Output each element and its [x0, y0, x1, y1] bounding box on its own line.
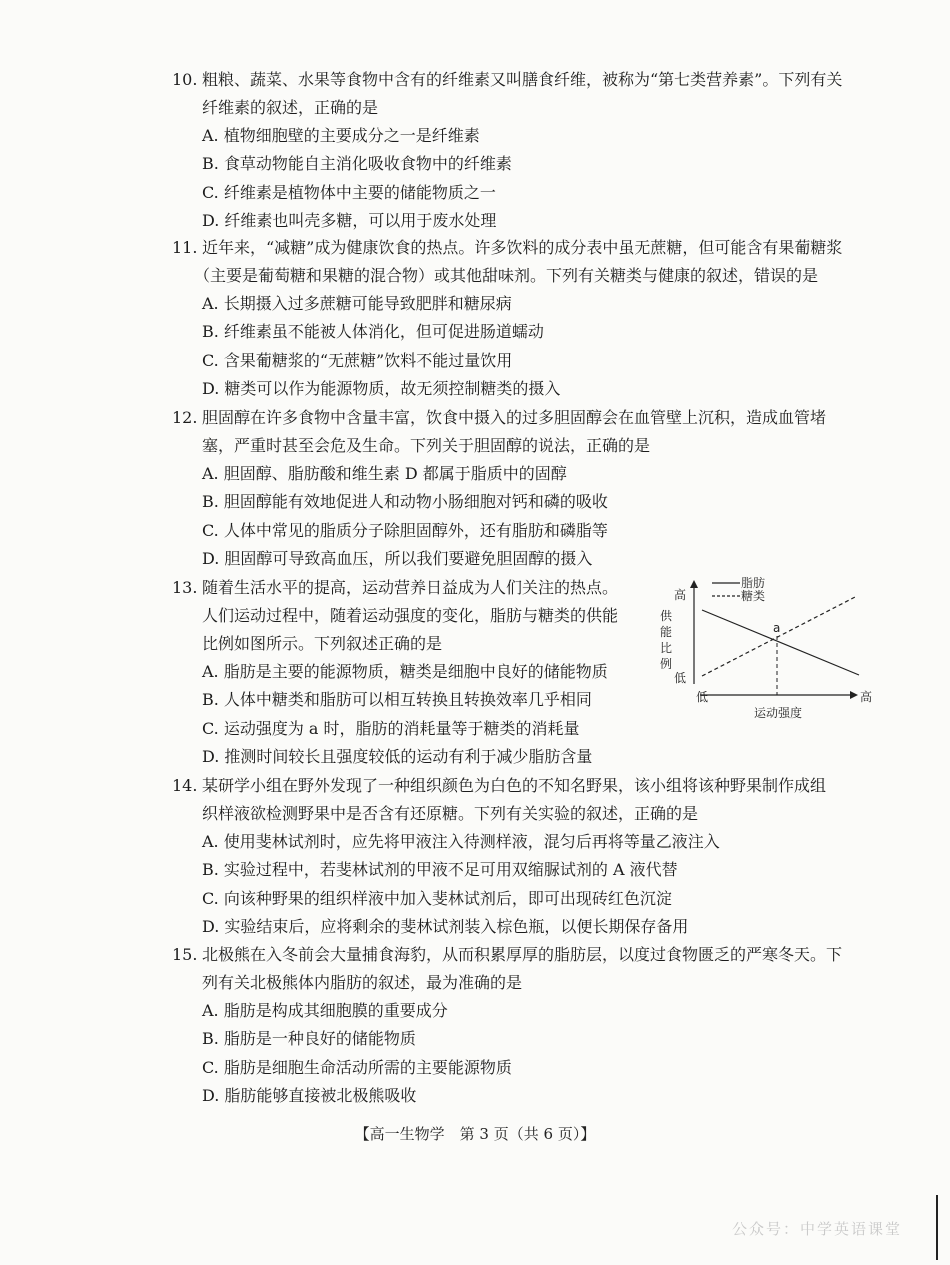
y-axis-title-char: 供 [660, 609, 673, 623]
question-10 [172, 66, 884, 236]
option-c: C. 纤维素是植物体中主要的储能物质之一 [202, 182, 496, 202]
option-b: B. 纤维素虽不能被人体消化，但可促进肠道蠕动 [202, 322, 544, 342]
x-axis-title: 运动强度 [754, 706, 803, 720]
x-axis-arrow [850, 691, 858, 699]
y-axis-title-char: 例 [660, 657, 673, 671]
option-b: B. 人体中糖类和脂肪可以相互转换且转换效率几乎相同 [202, 690, 592, 710]
option-d: D. 脂肪能够直接被北极熊吸收 [202, 1086, 417, 1106]
question-stem: 随着生活水平的提高，运动营养日益成为人们关注的热点。 [202, 578, 619, 597]
y-axis-title [660, 608, 673, 671]
option-d: D. 胆固醇可导致高血压，所以我们要避免胆固醇的摄入 [202, 549, 593, 569]
y-axis-arrow [690, 580, 698, 588]
question-14 [172, 772, 884, 942]
question-stem: 胆固醇在许多食物中含量丰富，饮食中摄入的过多胆固醇会在血管壁上沉积，造成血管堵 [202, 408, 827, 427]
page-footer: 【高一生物学 第 3 页（共 6 页）】 [354, 1125, 596, 1143]
question-number: 10. [172, 70, 198, 89]
legend-sugar-label: 糖类 [741, 589, 766, 603]
option-d: D. 糖类可以作为能源物质，故无须控制糖类的摄入 [202, 379, 561, 399]
option-c: C. 向该种野果的组织样液中加入斐林试剂后，即可出现砖红色沉淀 [202, 888, 672, 908]
question-11 [172, 234, 884, 404]
question-number: 11. [172, 238, 198, 257]
option-c: C. 脂肪是细胞生命活动所需的主要能源物质 [202, 1057, 512, 1077]
question-stem: （主要是葡萄糖和果糖的混合物）或其他甜味剂。下列有关糖类与健康的叙述，错误的是 [194, 266, 819, 285]
option-b: B. 食草动物能自主消化吸收食物中的纤维素 [202, 154, 512, 174]
y-axis-title-char: 能 [660, 625, 673, 639]
fat-line [702, 610, 859, 675]
watermark: 公众号：中学英语课堂 [731, 1220, 902, 1238]
option-a: A. 植物细胞壁的主要成分之一是纤维素 [202, 126, 480, 145]
question-stem: 人们运动过程中，随着运动强度的变化，脂肪与糖类的供能 [202, 606, 619, 625]
question-number: 15. [172, 945, 198, 964]
question-stem: 塞，严重时甚至会危及生命。下列关于胆固醇的说法，正确的是 [202, 436, 651, 455]
question-stem: 列有关北极熊体内脂肪的叙述，最为准确的是 [202, 973, 523, 992]
option-a: A. 长期摄入过多蔗糖可能导致肥胖和糖尿病 [202, 294, 512, 313]
question-15 [172, 941, 884, 1111]
option-a: A. 使用斐林试剂时，应先将甲液注入待测样液，混匀后再将等量乙液注入 [202, 832, 720, 851]
question-stem: 纤维素的叙述，正确的是 [202, 98, 379, 117]
option-d: D. 实验结束后，应将剩余的斐林试剂装入棕色瓶，以便长期保存备用 [202, 917, 689, 937]
question-12 [172, 404, 884, 574]
option-a: A. 脂肪是构成其细胞膜的重要成分 [202, 1001, 448, 1020]
question-number: 14. [172, 776, 198, 795]
option-d: D. 纤维素也叫壳多糖，可以用于废水处理 [202, 211, 497, 231]
x-axis-low-label: 低 [696, 690, 709, 704]
question-number: 12. [172, 408, 198, 427]
y-axis-low-label: 低 [674, 671, 687, 685]
option-a: A. 胆固醇、脂肪酸和维生素 D 都属于脂质中的固醇 [202, 464, 567, 483]
option-c: C. 运动强度为 a 时，脂肪的消耗量等于糖类的消耗量 [202, 718, 580, 738]
option-b: B. 脂肪是一种良好的储能物质 [202, 1029, 416, 1049]
option-c: C. 人体中常见的脂质分子除胆固醇外，还有脂肪和磷脂等 [202, 520, 608, 540]
option-a: A. 脂肪是主要的能源物质，糖类是细胞中良好的储能物质 [202, 662, 608, 681]
option-d: D. 推测时间较长且强度较低的运动有利于减少脂肪含量 [202, 747, 593, 767]
question-number: 13. [172, 578, 198, 597]
question-stem: 粗粮、蔬菜、水果等食物中含有的纤维素又叫膳食纤维，被称为“第七类营养素”。下列有关 [202, 70, 843, 89]
intersection-label: a [773, 621, 781, 635]
y-axis-high-label: 高 [674, 588, 687, 602]
x-axis-high-label: 高 [860, 690, 873, 704]
y-axis-title-char: 比 [660, 641, 673, 655]
option-b: B. 胆固醇能有效地促进人和动物小肠细胞对钙和磷的吸收 [202, 492, 608, 512]
question-stem: 比例如图所示。下列叙述正确的是 [202, 634, 443, 653]
question-stem: 某研学小组在野外发现了一种组织颜色为白色的不知名野果，该小组将该种野果制作成组 [202, 776, 827, 795]
scan-edge-line [936, 1195, 938, 1260]
question-stem: 北极熊在入冬前会大量捕食海豹，从而积累厚厚的脂肪层，以度过食物匮乏的严寒冬天。下 [202, 945, 843, 964]
question-stem: 织样液欲检测野果中是否含有还原糖。下列有关实验的叙述，正确的是 [202, 804, 699, 823]
question-stem: 近年来，“减糖”成为健康饮食的热点。许多饮料的成分表中虽无蔗糖，但可能含有果葡糖浆 [202, 238, 843, 257]
option-c: C. 含果葡糖浆的“无蔗糖”饮料不能过量饮用 [202, 350, 513, 370]
legend-fat-label: 脂肪 [741, 576, 766, 590]
energy-supply-figure [656, 572, 886, 722]
option-b: B. 实验过程中，若斐林试剂的甲液不足可用双缩脲试剂的 A 液代替 [202, 860, 678, 880]
